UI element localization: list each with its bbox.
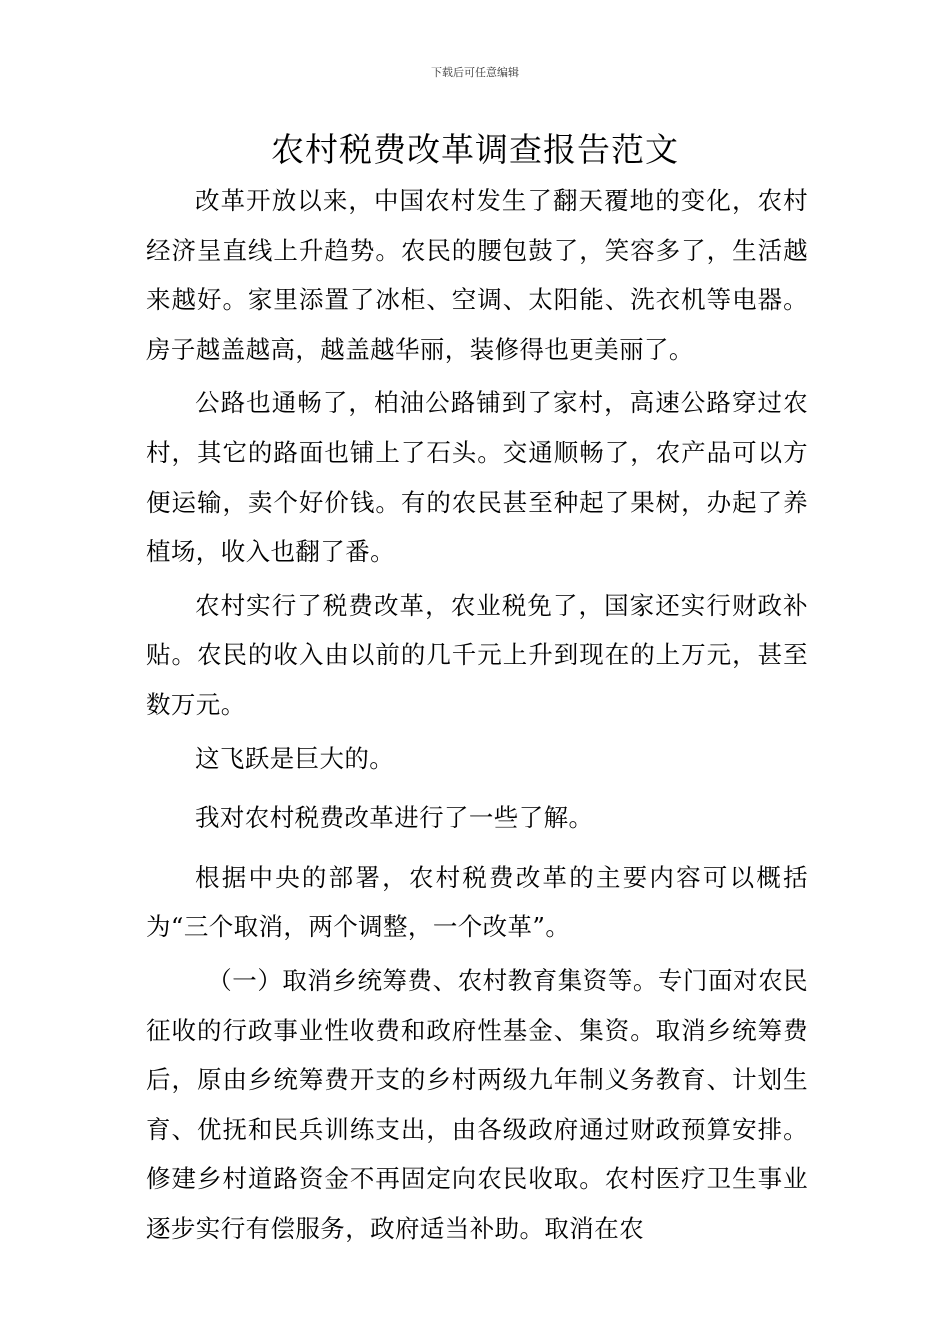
paragraph-3: 农村实行了税费改革，农业税免了，国家还实行财政补贴。农民的收入由以前的几千元上升到现在的上万元，甚至数万元。 [146, 590, 808, 719]
paragraph-1: 改革开放以来，中国农村发生了翻天覆地的变化，农村经济呈直线上升趋势。农民的腰包鼓了，笑容多了，生活越来越好。家里添置了冰柜、空调、太阳能、洗衣机等电器。房子越盖越高，越盖越华丽，装修得也更美丽了。 [146, 186, 808, 364]
paragraph-6: 根据中央的部署，农村税费改革的主要内容可以概括为“三个取消，两个调整，一个改革”。 [146, 862, 808, 942]
paragraph-7: （一）取消乡统筹费、农村教育集资等。专门面对农民征收的行政事业性收费和政府性基金、集资。取消乡统筹费后，原由乡统筹费开支的乡村两级九年制义务教育、计划生育、优抚和民兵训练支出，由各级政府通过财政预算安排。修建乡村道路资金不再固定向农民收取。农村医疗卫生事业逐步实行有偿服务，政府适当补助。取消在农 [146, 965, 808, 1243]
paragraph-2: 公路也通畅了，柏油公路铺到了家村，高速公路穿过农村，其它的路面也铺上了石头。交通顺畅了，农产品可以方便运输，卖个好价钱。有的农民甚至种起了果树，办起了养植场，收入也翻了番。 [146, 388, 808, 567]
paragraph-5: 我对农村税费改革进行了一些了解。 [195, 803, 594, 833]
page-title: 农村税费改革调查报告范文 [271, 130, 679, 169]
paragraph-4: 这飞跃是巨大的。 [195, 743, 395, 773]
header-note: 下载后可任意编辑 [431, 66, 519, 79]
document-body [146, 176, 808, 1257]
